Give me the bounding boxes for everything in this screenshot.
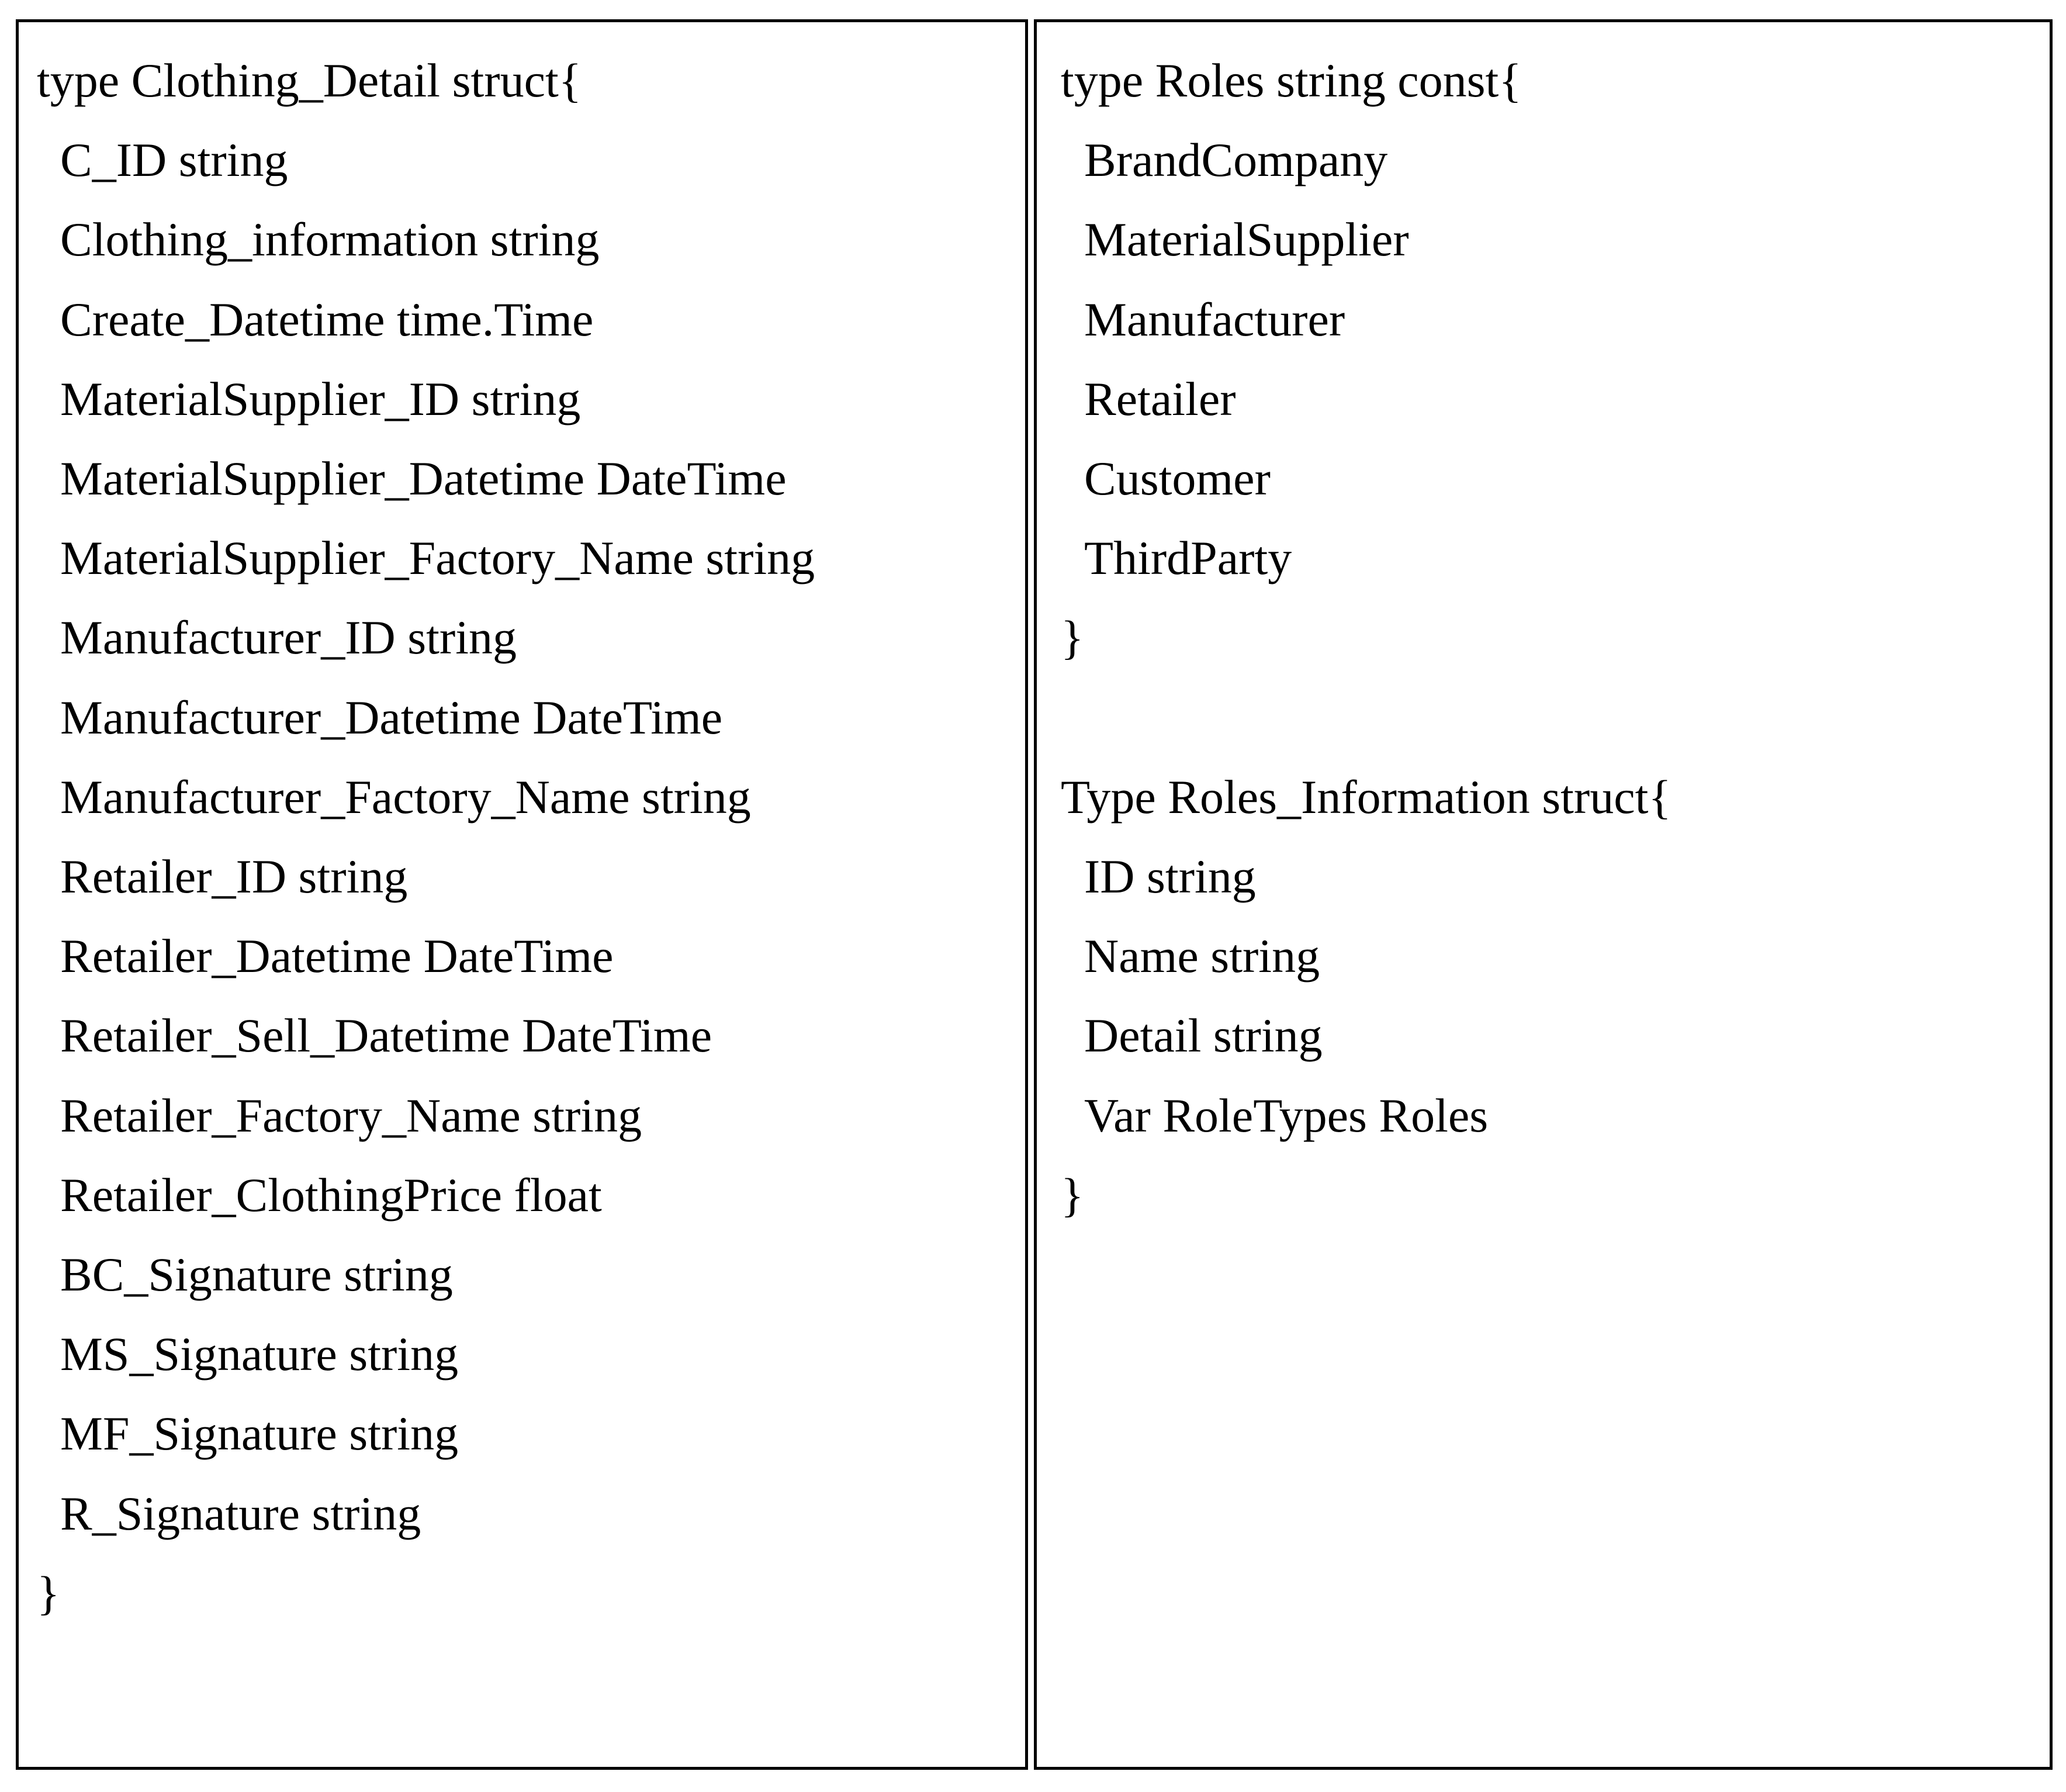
clothing-detail-line-19: } [37,1566,60,1620]
roles-line-4: Retailer [1084,372,1236,425]
roles-line-12: Detail string [1084,1009,1323,1063]
clothing-detail-line-5: MaterialSupplier_Datetime DateTime [60,452,787,505]
roles-line-10: ID string [1084,850,1256,903]
clothing-detail-line-18: R_Signature string [60,1486,421,1540]
roles-line-5: Customer [1084,452,1271,505]
roles-line-11: Name string [1084,929,1320,983]
clothing-detail-line-4: MaterialSupplier_ID string [60,372,581,425]
roles-line-1: BrandCompany [1084,133,1388,187]
roles-line-3: Manufacturer [1084,292,1345,346]
clothing-detail-line-13: Retailer_Factory_Name string [60,1088,642,1142]
clothing-detail-line-2: Clothing_information string [60,213,600,267]
clothing-detail-line-17: MF_Signature string [60,1407,459,1461]
clothing-detail-line-11: Retailer_Datetime DateTime [60,929,614,983]
clothing-detail-line-10: Retailer_ID string [60,850,408,903]
roles-line-7: } [1061,611,1084,665]
clothing-detail-line-7: Manufacturer_ID string [60,611,517,665]
roles-line-9: Type Roles_Information struct{ [1061,770,1672,824]
roles-line-0: type Roles string const{ [1061,54,1522,107]
roles-line-6: ThirdParty [1084,531,1292,585]
clothing-detail-line-14: Retailer_ClothingPrice float [60,1168,602,1222]
clothing-detail-line-6: MaterialSupplier_Factory_Name string [60,531,815,585]
clothing-detail-line-9: Manufacturer_Factory_Name string [60,770,751,824]
clothing-detail-line-8: Manufacturer_Datetime DateTime [60,690,723,744]
clothing-detail-line-16: MS_Signature string [60,1327,459,1381]
clothing-detail-line-3: Create_Datetime time.Time [60,292,594,346]
roles-line-13: Var RoleTypes Roles [1084,1088,1489,1142]
roles-line-2: MaterialSupplier [1084,213,1409,267]
clothing-detail-line-12: Retailer_Sell_Datetime DateTime [60,1009,712,1063]
roles-line-14: } [1061,1168,1084,1222]
clothing-detail-line-0: type Clothing_Detail struct{ [37,54,582,107]
clothing-detail-line-1: C_ID string [60,133,288,187]
clothing-detail-line-15: BC_Signature string [60,1248,453,1301]
